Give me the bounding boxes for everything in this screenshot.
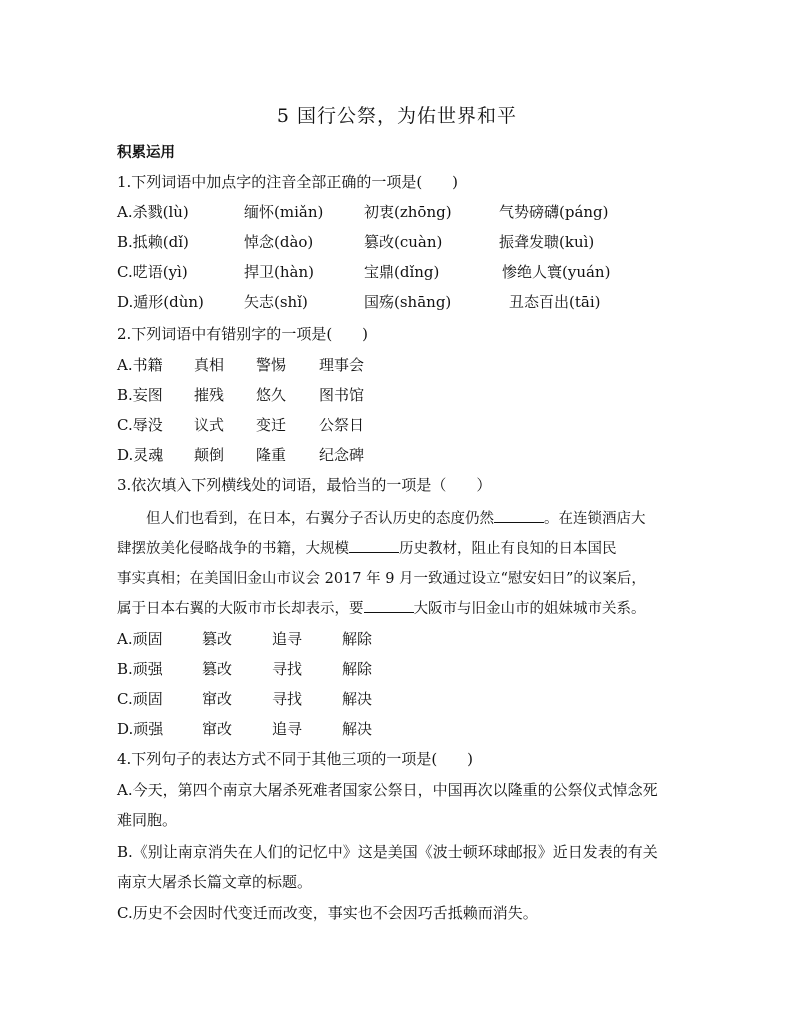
q4-option-a-line-1: A.今天，第四个南京大屠杀死难者国家公祭日，中国再次以隆重的公祭仪式悼念死 (117, 781, 658, 799)
q2-a-3: 警惕 (256, 356, 287, 374)
q3-c-3: 寻找 (272, 690, 303, 708)
q3-stem: 3.依次填入下列横线处的词语，最恰当的一项是（ ） (117, 476, 492, 494)
q1-a-3: 初衷(zhōng) (364, 203, 452, 221)
q2-d-4: 纪念碑 (319, 446, 365, 464)
q3-c-4: 解决 (342, 690, 373, 708)
q1-c-4: 惨绝人寰(yuán) (502, 263, 611, 281)
q2-d-2: 颠倒 (194, 446, 225, 464)
fill-blank-3 (364, 611, 414, 613)
q1-a-4: 气势磅礴(páng) (499, 203, 609, 221)
q2-b-1: B.妄图 (117, 386, 163, 404)
q3-passage-line-1 (117, 507, 683, 528)
q3-passage-line-3 (117, 567, 683, 588)
passage-text: 。在连锁酒店大 (544, 511, 646, 527)
q1-d-4: 丑态百出(tāi) (509, 293, 601, 311)
q2-b-2: 摧残 (194, 386, 225, 404)
q3-a-4: 解除 (342, 630, 373, 648)
fill-blank-2 (349, 551, 399, 553)
q3-a-2: 篡改 (202, 630, 233, 648)
q1-d-3: 国殇(shāng) (364, 293, 452, 311)
q3-b-4: 解除 (342, 660, 373, 678)
q4-option-a-line-2: 难同胞。 (117, 811, 178, 829)
fill-blank-1 (494, 521, 544, 523)
q1-c-2: 捍卫(hàn) (244, 263, 314, 281)
q2-d-1: D.灵魂 (117, 446, 164, 464)
q4-option-b-line-2: 南京大屠杀长篇文章的标题。 (117, 873, 313, 891)
q3-d-2: 窜改 (202, 720, 233, 738)
q3-b-1: B.顽强 (117, 660, 163, 678)
passage-text: 肆摆放美化侵略战争的书籍，大规模 (117, 541, 349, 557)
q3-d-3: 追寻 (272, 720, 303, 738)
q1-b-1: B.抵赖(dǐ) (117, 233, 189, 251)
q3-d-1: D.顽强 (117, 720, 164, 738)
passage-text: 但人们也看到，在日本，右翼分子否认历史的态度仍然 (117, 511, 494, 527)
q3-a-1: A.顽固 (117, 630, 163, 648)
q2-c-3: 变迁 (256, 416, 287, 434)
section-heading: 积累运用 (117, 145, 175, 161)
q2-stem: 2.下列词语中有错别字的一项是( ) (117, 325, 369, 343)
q2-b-3: 悠久 (256, 386, 287, 404)
passage-text: 属于日本右翼的大阪市市长却表示，要 (117, 601, 364, 617)
q1-b-3: 篡改(cuàn) (364, 233, 443, 251)
page-title: 5 国行公祭，为佑世界和平 (276, 105, 518, 127)
q1-c-1: C.呓语(yì) (117, 263, 188, 281)
q3-d-4: 解决 (342, 720, 373, 738)
q2-a-1: A.书籍 (117, 356, 163, 374)
passage-text: 事实真相；在美国旧金山市议会 2017 年 9 月一致通过设立“慰安妇日”的议案后， (117, 571, 646, 587)
q1-c-3: 宝鼎(dǐng) (364, 263, 440, 281)
q1-b-2: 悼念(dào) (244, 233, 314, 251)
q3-passage-line-4 (117, 597, 683, 618)
q3-b-2: 篡改 (202, 660, 233, 678)
passage-text: 历史教材，阻止有良知的日本国民 (399, 541, 617, 557)
q2-a-4: 理事会 (319, 356, 365, 374)
q1-stem: 1.下列词语中加点字的注音全部正确的一项是( ) (117, 173, 459, 191)
q1-d-2: 矢志(shǐ) (244, 293, 308, 311)
q2-b-4: 图书馆 (319, 386, 365, 404)
q2-c-2: 议式 (194, 416, 225, 434)
q1-b-4: 振聋发聩(kuì) (499, 233, 595, 251)
q3-c-2: 窜改 (202, 690, 233, 708)
q4-option-b-line-1: B.《别让南京消失在人们的记忆中》这是美国《波士顿环球邮报》近日发表的有关 (117, 843, 658, 861)
q1-a-1: A.杀戮(lù) (117, 203, 189, 221)
q4-stem: 4.下列句子的表达方式不同于其他三项的一项是( ) (117, 750, 474, 768)
q2-c-4: 公祭日 (319, 416, 365, 434)
q2-a-2: 真相 (194, 356, 225, 374)
passage-text: 大阪市与旧金山市的姐妹城市关系。 (413, 601, 646, 617)
q3-b-3: 寻找 (272, 660, 303, 678)
q3-passage-line-2 (117, 537, 683, 558)
q2-c-1: C.辱没 (117, 416, 163, 434)
q3-c-1: C.顽固 (117, 690, 163, 708)
q1-a-2: 缅怀(miǎn) (244, 203, 324, 221)
q3-a-3: 追寻 (272, 630, 303, 648)
q4-option-c: C.历史不会因时代变迁而改变，事实也不会因巧舌抵赖而消失。 (117, 904, 538, 922)
q2-d-3: 隆重 (256, 446, 287, 464)
q1-d-1: D.遁形(dùn) (117, 293, 204, 311)
